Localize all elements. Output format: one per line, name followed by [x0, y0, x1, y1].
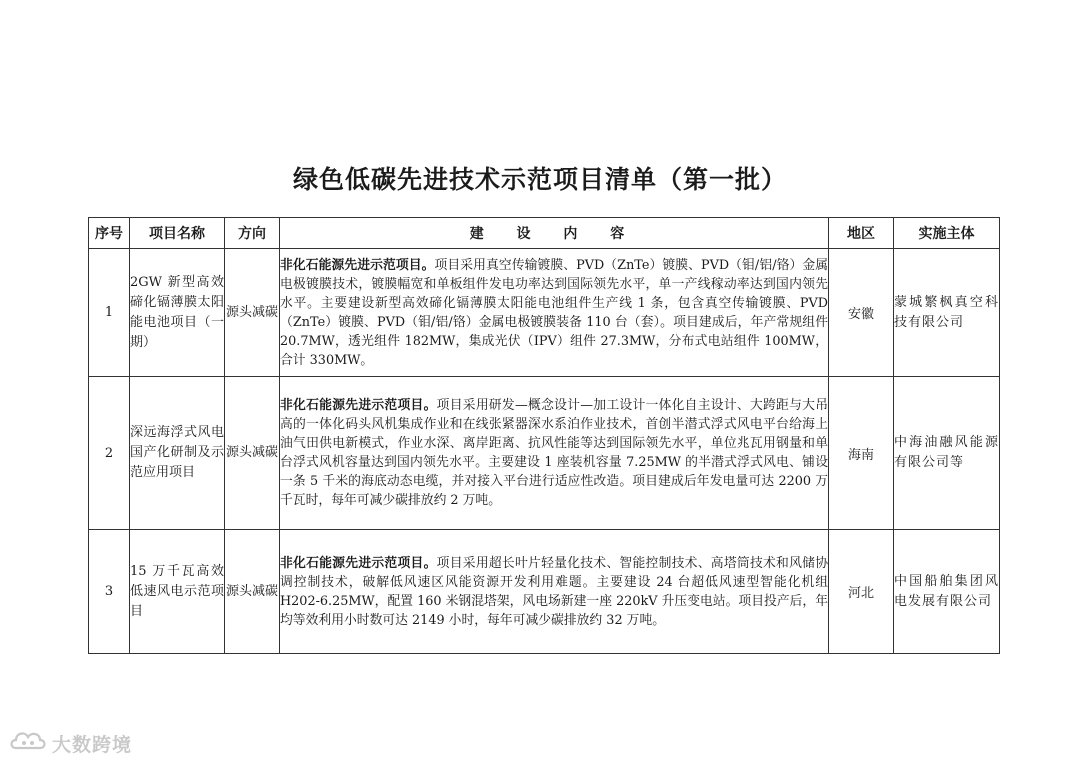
content-lead: 非化石能源先进示范项目。	[280, 257, 435, 273]
project-region: 河北	[829, 530, 894, 654]
header-name: 项目名称	[130, 218, 225, 249]
project-name: 2GW 新型高效碲化镉薄膜太阳能电池项目（一期）	[130, 249, 225, 377]
content-body: 项目采用研发—概念设计—加工设计一体化自主设计、大跨距与大吊高的一体化码头风机集成作业和在线张紧器深水系泊作业技术，首创半潜式浮式风电平台给海上油气田供电新模式，作业水深、离岸距离、抗风性能等达到国际领先水平，单位兆瓦用钢量和单台浮式风机容量达到国内领先水平。主要建设 1 座装机容量 7.25MW 的半潜式浮式风电、铺设一条 5 千米的海底动态电缆，并对接入平台进行适应性改造。项目建成后年发电量可达 2200 万千瓦时，每年可减少碳排放约 2 万吨。	[280, 398, 829, 508]
row-index: 3	[89, 530, 130, 654]
project-table	[88, 217, 1000, 654]
content-body: 项目采用真空传输镀膜、PVD（ZnTe）镀膜、PVD（钼/铝/铬）金属电极镀膜技术，镀膜幅宽和单板组件发电功率达到国际领先水平，单一产线稼动率达到国内领先水平。主要建设新型高效碲化镉薄膜太阳能电池组件生产线 1 条，包含真空传输镀膜、PVD（ZnTe）镀膜、PVD（钼/铝/铬）金属电极镀膜装备 110 台（套）。项目建成后，年产常规组件 20.7MW，透光组件 182MW，集成光伏（IPV）组件 27.3MW，分布式电站组件 100MW，合计 330MW。	[280, 257, 828, 368]
header-index: 序号	[89, 218, 130, 249]
project-entity: 蒙城繁枫真空科技有限公司	[894, 249, 1000, 377]
project-direction: 源头减碳	[225, 249, 280, 377]
header-entity: 实施主体	[894, 218, 1000, 249]
project-entity: 中海油融风能源有限公司等	[894, 377, 1000, 530]
project-region: 安徽	[829, 249, 894, 377]
project-entity: 中国船舶集团风电发展有限公司	[894, 530, 1000, 654]
watermark	[8, 728, 132, 758]
project-content	[280, 377, 829, 530]
project-direction: 源头减碳	[225, 530, 280, 654]
project-content	[280, 530, 829, 654]
header-direction: 方向	[225, 218, 280, 249]
project-name: 15 万千瓦高效低速风电示范项目	[130, 530, 225, 654]
project-direction: 源头减碳	[225, 377, 280, 530]
row-index: 1	[89, 249, 130, 377]
content-lead: 非化石能源先进示范项目。	[280, 398, 437, 413]
table-row	[89, 249, 1000, 377]
content-lead: 非化石能源先进示范项目。	[280, 555, 437, 571]
watermark-text: 大数跨境	[52, 733, 133, 756]
header-region: 地区	[829, 218, 894, 249]
table-header-row	[89, 218, 1000, 249]
project-content	[280, 249, 829, 377]
project-region: 海南	[829, 377, 894, 530]
page-title: 绿色低碳先进技术示范项目清单（第一批）	[292, 165, 787, 194]
table-row	[89, 377, 1000, 530]
row-index: 2	[89, 377, 130, 530]
project-name: 深远海浮式风电国产化研制及示范应用项目	[130, 377, 225, 530]
table-row	[89, 530, 1000, 654]
cloud-logo-icon	[8, 728, 48, 759]
header-content: 建 设 内 容	[280, 218, 829, 249]
content-body: 项目采用超长叶片轻量化技术、智能控制技术、高塔筒技术和风储协调控制技术，破解低风速区风能资源开发利用难题。主要建设 24 台超低风速型智能化机组 H202-6.25MW，配置 160 米钢混塔架，风电场新建一座 220kV 升压变电站。项目投产后，年均等效利用小时数可达 2149 小时，每年可减少碳排放约 32 万吨。	[280, 555, 829, 628]
